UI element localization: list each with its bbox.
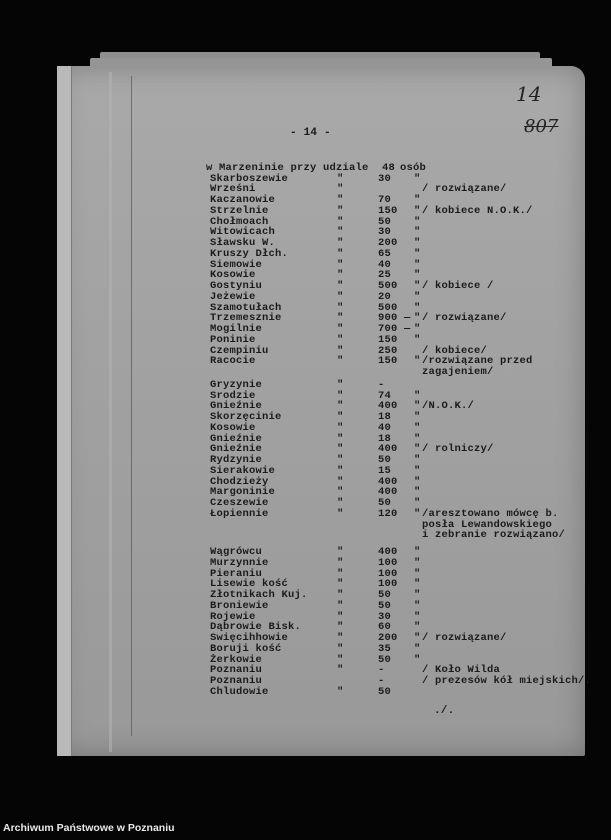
attendance-count: 150 bbox=[378, 204, 398, 217]
attendance-count: 250 bbox=[378, 344, 398, 357]
page-number: - 14 - bbox=[290, 127, 331, 139]
place-name: Gnieźnie bbox=[210, 443, 263, 456]
remark: / prezesów kół miejskich/. bbox=[422, 675, 592, 687]
place-name: Srodzie bbox=[210, 389, 256, 402]
attendance-count: - bbox=[378, 675, 385, 687]
remark: / rozwiązane/ bbox=[422, 632, 507, 644]
ditto-mark: " bbox=[337, 172, 344, 185]
attendance-count: 60 bbox=[378, 621, 392, 634]
attendance-count: 100 bbox=[378, 567, 398, 580]
ditto-mark: " bbox=[337, 411, 344, 423]
place-name: Gryzynie bbox=[210, 378, 263, 391]
ditto-mark: " bbox=[414, 247, 421, 260]
ditto-mark: " bbox=[337, 237, 344, 249]
place-name: Skorzęcinie bbox=[210, 411, 282, 423]
ditto-mark: " bbox=[337, 464, 344, 477]
remark: / Koło Wilda bbox=[422, 664, 501, 677]
place-name: Murzynnie bbox=[210, 556, 269, 569]
ditto-mark: " bbox=[337, 183, 344, 196]
ditto-mark: " bbox=[414, 556, 421, 569]
attendance-count: 40 bbox=[378, 421, 392, 434]
ditto-mark: " bbox=[414, 237, 421, 249]
ditto-mark: " bbox=[414, 280, 421, 292]
place-name: Rydzynie bbox=[210, 454, 263, 466]
ditto-mark: " bbox=[337, 247, 344, 260]
place-name: Margoninie bbox=[210, 486, 276, 499]
handwritten-page-number: 14 bbox=[516, 82, 542, 106]
ditto-mark: " bbox=[414, 290, 421, 303]
ditto-mark: " bbox=[414, 421, 421, 434]
remark: / kobiece / bbox=[422, 280, 494, 292]
attendance-count: 50 bbox=[378, 589, 392, 601]
attendance-count: 400 bbox=[378, 546, 398, 558]
attendance-count: 500 bbox=[378, 280, 398, 292]
ditto-mark: " bbox=[337, 486, 344, 499]
ditto-mark: " bbox=[414, 172, 421, 185]
attendance-count: 18 bbox=[378, 432, 392, 445]
attendance-count: 35 bbox=[378, 642, 392, 655]
margin-line bbox=[131, 76, 132, 736]
ditto-mark: " bbox=[337, 610, 344, 623]
ditto-mark: " bbox=[414, 578, 421, 591]
attendance-count: 20 bbox=[378, 290, 392, 303]
ditto-mark: " bbox=[414, 269, 421, 282]
remark: /rozwiązane przed bbox=[422, 355, 533, 368]
ditto-mark: " bbox=[337, 507, 344, 520]
ditto-mark: " bbox=[414, 546, 421, 558]
place-name: Sławsku W. bbox=[210, 237, 276, 249]
ditto-mark: " bbox=[337, 194, 344, 206]
ditto-mark: " bbox=[414, 589, 421, 601]
ditto-mark: " bbox=[337, 280, 344, 292]
attendance-count: 70 bbox=[378, 194, 392, 206]
ditto-mark: " bbox=[337, 567, 344, 580]
header-line-count: 48 bbox=[382, 162, 396, 174]
fold-line bbox=[109, 72, 112, 752]
remark: / rozwiązane/ bbox=[422, 312, 507, 325]
attendance-count: 500 bbox=[378, 301, 398, 314]
ditto-mark: " bbox=[337, 333, 344, 346]
ditto-mark: " bbox=[337, 497, 344, 509]
ditto-mark: " bbox=[337, 632, 344, 644]
attendance-count: 50 bbox=[378, 454, 392, 466]
ditto-mark: " bbox=[337, 421, 344, 434]
attendance-count: 65 bbox=[378, 247, 392, 260]
ditto-mark: " bbox=[414, 454, 421, 466]
place-name: Chołmoach bbox=[210, 215, 269, 228]
ditto-mark: " bbox=[414, 610, 421, 623]
ditto-mark: " bbox=[337, 344, 344, 357]
place-name: Broniewie bbox=[210, 599, 269, 612]
ditto-mark: " bbox=[414, 194, 421, 206]
ditto-mark: " bbox=[414, 215, 421, 228]
attendance-count: 18 bbox=[378, 411, 392, 423]
attendance-count: 74 bbox=[378, 389, 392, 402]
ditto-mark: " bbox=[414, 497, 421, 509]
ditto-mark: " bbox=[414, 400, 421, 413]
place-name: Boruji kość bbox=[210, 642, 282, 655]
ditto-mark: " bbox=[337, 443, 344, 456]
place-name: Siemowie bbox=[210, 258, 263, 271]
place-name: Poninie bbox=[210, 333, 256, 346]
ditto-mark: " bbox=[414, 642, 421, 655]
remark: /N.O.K./ bbox=[422, 400, 475, 413]
ditto-mark: " bbox=[414, 653, 421, 666]
ditto-mark: " bbox=[414, 475, 421, 488]
ditto-mark: " bbox=[414, 443, 421, 456]
ditto-mark: " bbox=[337, 215, 344, 228]
attendance-count: 50 bbox=[378, 215, 392, 228]
ditto-mark: " bbox=[337, 389, 344, 402]
ditto-mark: " bbox=[337, 685, 344, 698]
attendance-count: - bbox=[378, 378, 385, 391]
place-name: Dąbrowie Bisk. bbox=[210, 621, 302, 634]
handwritten-struck-number: 807 bbox=[524, 116, 559, 137]
place-name: Sierakowie bbox=[210, 464, 276, 477]
attendance-count: 30 bbox=[378, 172, 392, 185]
ditto-mark: " bbox=[337, 556, 344, 569]
attendance-count: 50 bbox=[378, 685, 392, 698]
remark: / kobiece/ bbox=[422, 344, 488, 357]
place-name: Strzelnie bbox=[210, 204, 269, 217]
place-name: Trzemesznie bbox=[210, 312, 282, 325]
ditto-mark: " bbox=[337, 269, 344, 282]
place-name: Gostyniu bbox=[210, 280, 263, 292]
attendance-count: 200 bbox=[378, 632, 398, 644]
attendance-count: 120 bbox=[378, 507, 398, 520]
ditto-mark: " bbox=[414, 632, 421, 644]
ditto-mark: " bbox=[337, 301, 344, 314]
attendance-count: 50 bbox=[378, 599, 392, 612]
closing-mark: ./. bbox=[434, 705, 455, 717]
ditto-mark: " bbox=[414, 486, 421, 499]
place-name: Kosowie bbox=[210, 421, 256, 434]
binding-strip bbox=[57, 66, 72, 756]
ditto-mark: " bbox=[337, 599, 344, 612]
ditto-mark: " bbox=[337, 312, 344, 325]
remark: /aresztowano mówcę b. bbox=[422, 507, 559, 520]
place-name: Wrześni bbox=[210, 183, 256, 196]
place-name: Racocie bbox=[210, 355, 256, 368]
remark: zagajeniem/ bbox=[422, 366, 494, 378]
attendance-count: 400 bbox=[378, 443, 398, 456]
place-name: Czeszewie bbox=[210, 497, 269, 509]
ditto-mark: " bbox=[337, 578, 344, 591]
remark: / kobiece N.O.K./ bbox=[422, 204, 533, 217]
attendance-count: 30 bbox=[378, 226, 392, 239]
ditto-mark: " bbox=[337, 226, 344, 239]
ditto-mark: " bbox=[337, 664, 344, 677]
ditto-mark: " bbox=[337, 475, 344, 488]
attendance-count: 30 bbox=[378, 610, 392, 623]
ditto-mark: " bbox=[414, 567, 421, 580]
ditto-mark: " bbox=[414, 621, 421, 634]
place-name: Gnieźnie bbox=[210, 432, 263, 445]
attendance-count: 150 bbox=[378, 355, 398, 368]
place-name: Kruszy Dłch. bbox=[210, 247, 289, 260]
attendance-count: 200 bbox=[378, 237, 398, 249]
ditto-mark: " bbox=[414, 389, 421, 402]
place-name: Witowicach bbox=[210, 226, 276, 239]
place-name: Swięcihhowie bbox=[210, 632, 289, 644]
ditto-mark: " bbox=[337, 355, 344, 368]
ditto-mark: " bbox=[414, 333, 421, 346]
place-name: Rojewie bbox=[210, 610, 256, 623]
ditto-mark: " bbox=[337, 400, 344, 413]
ditto-mark: " bbox=[414, 464, 421, 477]
place-name: Gnieźnie bbox=[210, 400, 263, 413]
ditto-mark: " bbox=[414, 432, 421, 445]
ditto-mark: " bbox=[337, 546, 344, 558]
ditto-mark: " bbox=[414, 258, 421, 271]
attendance-count: 100 bbox=[378, 578, 398, 591]
place-name: Wągrówcu bbox=[210, 546, 263, 558]
ditto-mark: " bbox=[337, 653, 344, 666]
attendance-count: 400 bbox=[378, 475, 398, 488]
place-name: Kosowie bbox=[210, 269, 256, 282]
place-name: Skarboszewie bbox=[210, 172, 289, 185]
remark: / rozwiązane/ bbox=[422, 183, 507, 196]
ditto-mark: " bbox=[414, 226, 421, 239]
place-name: Szamotułach bbox=[210, 301, 282, 314]
place-name: Żerkowie bbox=[210, 653, 263, 666]
ditto-mark: " bbox=[414, 312, 421, 325]
place-name: Chodzieży bbox=[210, 475, 269, 488]
ditto-mark: " bbox=[414, 411, 421, 423]
header-line-unit: osób bbox=[400, 162, 427, 174]
ditto-mark: " bbox=[414, 301, 421, 314]
remark: posła Lewandowskiego bbox=[422, 518, 553, 531]
ditto-mark: " bbox=[414, 507, 421, 520]
place-name: Złotnikach Kuj. bbox=[210, 589, 308, 601]
ditto-mark: " bbox=[414, 204, 421, 217]
place-name: Chludowie bbox=[210, 685, 269, 698]
ditto-mark: " bbox=[337, 642, 344, 655]
remark: / rolniczy/ bbox=[422, 443, 494, 456]
place-name: Lisewie kość bbox=[210, 578, 289, 591]
attendance-count: 700 — bbox=[378, 323, 411, 335]
ditto-mark: " bbox=[414, 355, 421, 368]
ditto-mark: " bbox=[337, 454, 344, 466]
attendance-count: 40 bbox=[378, 258, 392, 271]
attendance-count: 50 bbox=[378, 653, 392, 666]
attendance-count: 15 bbox=[378, 464, 392, 477]
ditto-mark: " bbox=[337, 204, 344, 217]
attendance-count: - bbox=[378, 664, 385, 677]
place-name: Łopiennie bbox=[210, 507, 269, 520]
attendance-count: 100 bbox=[378, 556, 398, 569]
remark: i zebranie rozwiązano/ bbox=[422, 529, 566, 542]
place-name: Poznaniu bbox=[210, 664, 263, 677]
ditto-mark: " bbox=[337, 589, 344, 601]
ditto-mark: " bbox=[337, 323, 344, 335]
attendance-count: 900 — bbox=[378, 312, 411, 325]
attendance-count: 150 bbox=[378, 333, 398, 346]
header-line-place: w Marzeninie przy udziale bbox=[206, 162, 369, 174]
ditto-mark: " bbox=[337, 258, 344, 271]
ditto-mark: " bbox=[337, 290, 344, 303]
attendance-count: 400 bbox=[378, 400, 398, 413]
place-name: Pieraniu bbox=[210, 567, 263, 580]
place-name: Czempiniu bbox=[210, 344, 269, 357]
archive-caption: Archiwum Państwowe w Poznaniu bbox=[3, 822, 175, 834]
place-name: Jeżewie bbox=[210, 290, 256, 303]
attendance-count: 25 bbox=[378, 269, 392, 282]
ditto-mark: " bbox=[337, 621, 344, 634]
place-name: Mogilnie bbox=[210, 323, 263, 335]
ditto-mark: " bbox=[337, 432, 344, 445]
ditto-mark: " bbox=[414, 323, 421, 335]
attendance-count: 400 bbox=[378, 486, 398, 499]
place-name: Kaczanowie bbox=[210, 194, 276, 206]
attendance-count: 50 bbox=[378, 497, 392, 509]
ditto-mark: " bbox=[414, 599, 421, 612]
ditto-mark: " bbox=[337, 378, 344, 391]
place-name: Poznaniu bbox=[210, 675, 263, 687]
